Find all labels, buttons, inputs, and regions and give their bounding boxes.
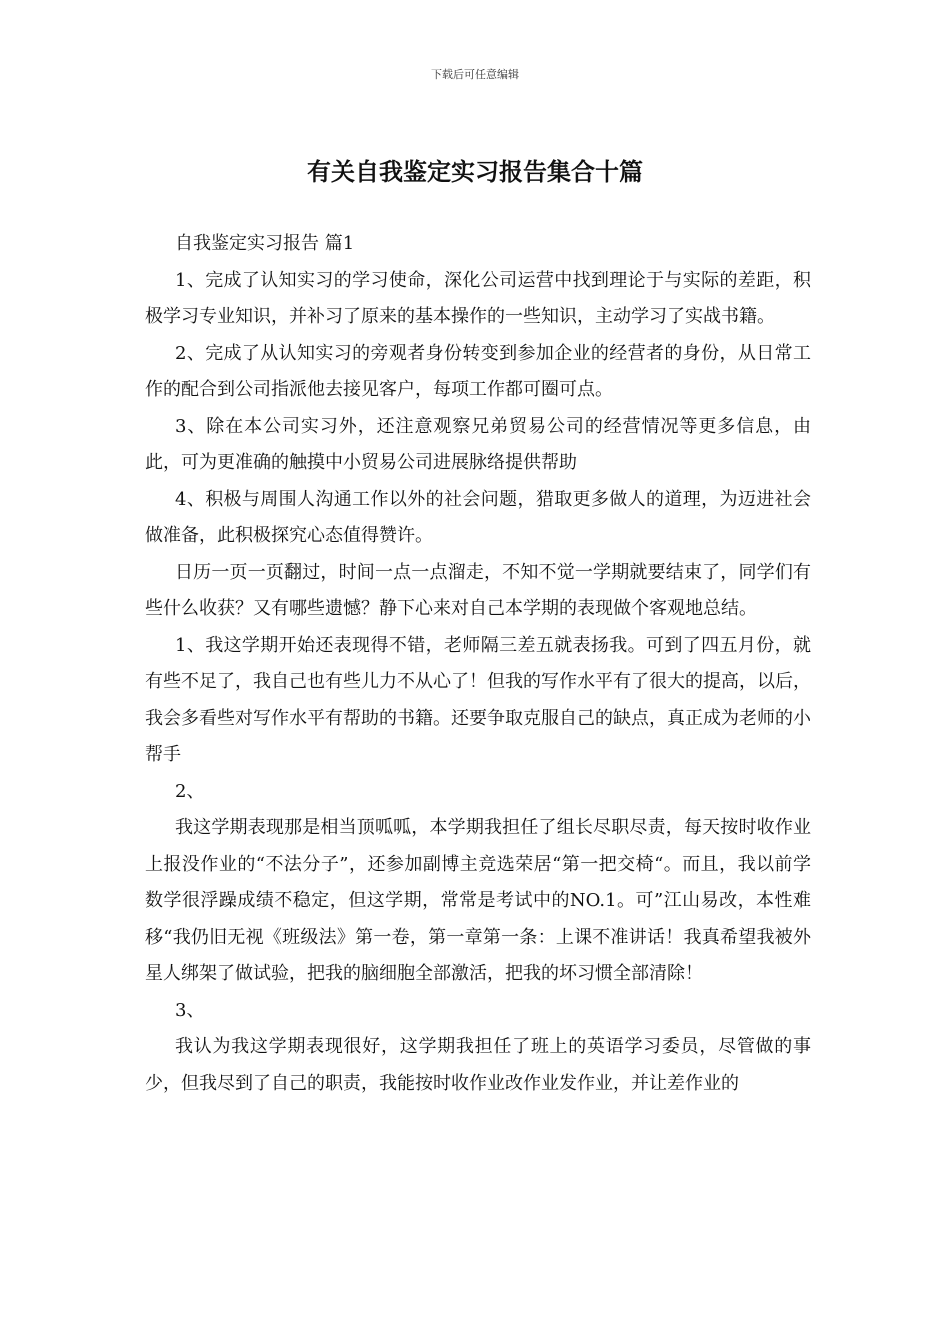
paragraph: 3、除在本公司实习外，还注意观察兄弟贸易公司的经营情况等更多信息，由此，可为更准确的触摸中小贸易公司进展脉络提供帮助 <box>145 415 811 473</box>
header-note: 下载后可任意编辑 <box>431 68 519 81</box>
paragraph: 我认为我这学期表现很好，这学期我担任了班上的英语学习委员，尽管做的事少，但我尽到了自己的职责，我能按时收作业改作业发作业，并让差作业的 <box>145 1036 811 1094</box>
paragraph: 1、完成了认知实习的学习使命，深化公司运营中找到理论于与实际的差距，积极学习专业知识，并补习了原来的基本操作的一些知识，主动学习了实战书籍。 <box>145 269 811 327</box>
document-title: 有关自我鉴定实习报告集合十篇 <box>307 157 643 186</box>
document-body <box>145 226 811 1102</box>
paragraph: 我这学期表现那是相当顶呱呱，本学期我担任了组长尽职尽责，每天按时收作业上报没作业的“不法分子”，还参加副博主竞选荣居“第一把交椅“。而且，我以前学数学很浮躁成绩不稳定，但这学期，常常是考试中的NO.1。可”江山易改，本性难移“我仍旧无视《班级法》第一卷，第一章第一条：上课不准讲话！我真希望我被外星人绑架了做试验，把我的脑细胞全部激活，把我的坏习惯全部清除！ <box>145 817 811 984</box>
paragraph: 日历一页一页翻过，时间一点一点溜走，不知不觉一学期就要结束了，同学们有些什么收获？又有哪些遗憾？静下心来对自己本学期的表现做个客观地总结。 <box>145 561 811 619</box>
paragraph-number: 2、 <box>175 780 205 802</box>
paragraph: 2、完成了从认知实习的旁观者身份转变到参加企业的经营者的身份，从日常工作的配合到公司指派他去接见客户，每项工作都可圈可点。 <box>145 342 811 400</box>
paragraph: 1、我这学期开始还表现得不错，老师隔三差五就表扬我。可到了四五月份，就有些不足了，我自己也有些儿力不从心了！但我的写作水平有了很大的提高，以后，我会多看些对写作水平有帮助的书籍。还要争取克服自己的缺点，真正成为老师的小帮手 <box>145 634 811 765</box>
paragraph-number: 3、 <box>175 999 205 1021</box>
paragraph-heading: 自我鉴定实习报告 篇1 <box>175 233 355 254</box>
paragraph: 4、积极与周围人沟通工作以外的社会问题，猎取更多做人的道理，为迈进社会做准备，此积极探究心态值得赞许。 <box>145 488 811 546</box>
